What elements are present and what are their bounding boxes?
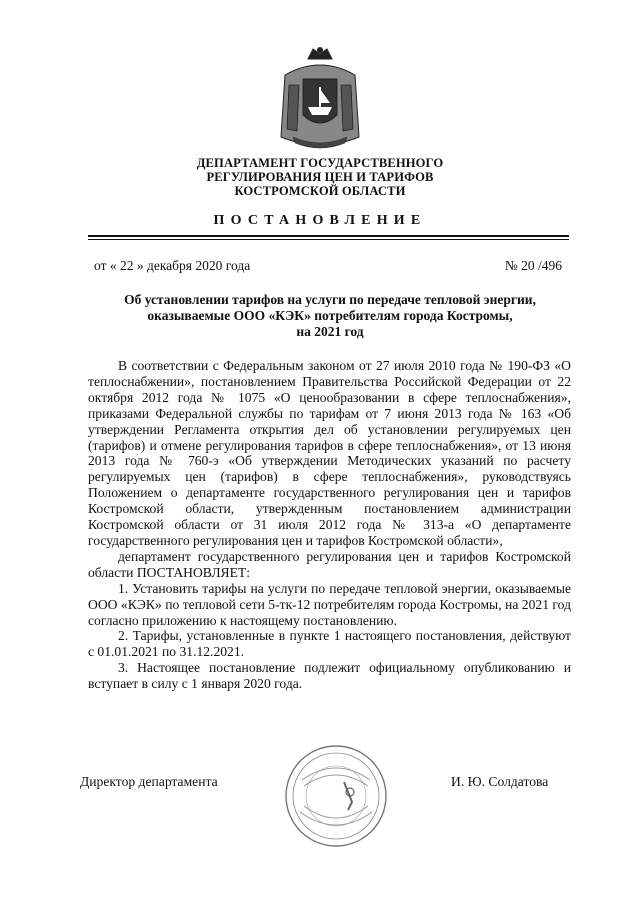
clause-2-paragraph: 2. Тарифы, установленные в пункте 1 настоящего постановления, действуют с 01.01.2021 по 31.12.2021.: [88, 628, 571, 660]
issuer-line-3: КОСТРОМСКОЙ ОБЛАСТИ: [234, 184, 406, 198]
issuer-line-2: РЕГУЛИРОВАНИЯ ЦЕН И ТАРИФОВ: [206, 170, 434, 184]
title-divider-thin: [88, 239, 569, 240]
clause-3-paragraph: 3. Настоящее постановление подлежит официальному опубликованию и вступает в силу с 1 января 2020 года.: [88, 660, 571, 692]
official-stamp-icon: [282, 742, 390, 850]
clause-1-paragraph: 1. Установить тарифы на услуги по передаче тепловой энергии, оказываемые ООО «КЭК» по тепловой сети 5-тк-12 потребителям города Костромы, на 2021 год согласно приложению к настоящему постановлению.: [88, 580, 571, 628]
coat-of-arms-icon: [275, 45, 365, 155]
document-date: от « 22 » декабря 2020 года: [94, 258, 251, 273]
subject-line-1: Об установлении тарифов на услуги по передаче тепловой энергии,: [124, 292, 536, 307]
signatory-position: Директор департамента: [80, 774, 218, 789]
subject-line-3: на 2021 год: [296, 324, 364, 339]
document-type-title: ПОСТАНОВЛЕНИЕ: [213, 213, 427, 228]
resolution-paragraph: департамент государственного регулирования цен и тарифов Костромской области ПОСТАНОВЛЯЕТ:: [88, 548, 571, 580]
preamble-paragraph: В соответствии с Федеральным законом от 27 июля 2010 года № 190-ФЗ «О теплоснабжении», постановлением Правительства Российской Федерации от 22 октября 2012 года № 1075 «О ценообразовании в сфере теплоснабжения», приказами Федеральной службы по тарифам от 7 июня 2013 года № 163 «Об утверждении Регламента открытия дел об установлении регулируемых цен (тарифов) и отмене регулирования тарифов в сфере теплоснабжения», от 13 июня 2013 года № 760-э «Об утверждении Методических указаний по расчету регулируемых цен (тарифов) в сфере теплоснабжения», руководствуясь Положением о департаменте государственного регулирования цен и тарифов Костромской области, утвержденным постановлением администрации Костромской области от 31 июля 2012 года № 313-а «О департаменте государственного регулирования цен и тарифов Костромской области»,: [88, 358, 571, 548]
signatory-name: И. Ю. Солдатова: [451, 774, 549, 789]
document-subject: [95, 292, 565, 340]
issuer-line-1: ДЕПАРТАМЕНТ ГОСУДАРСТВЕННОГО: [196, 156, 444, 170]
document-body: [88, 358, 571, 692]
subject-line-2: оказываемые ООО «КЭК» потребителям города Костромы,: [147, 308, 513, 323]
issuer-header: [120, 156, 520, 198]
title-divider-thick: [88, 235, 569, 237]
document-number: № 20 /496: [504, 258, 562, 273]
